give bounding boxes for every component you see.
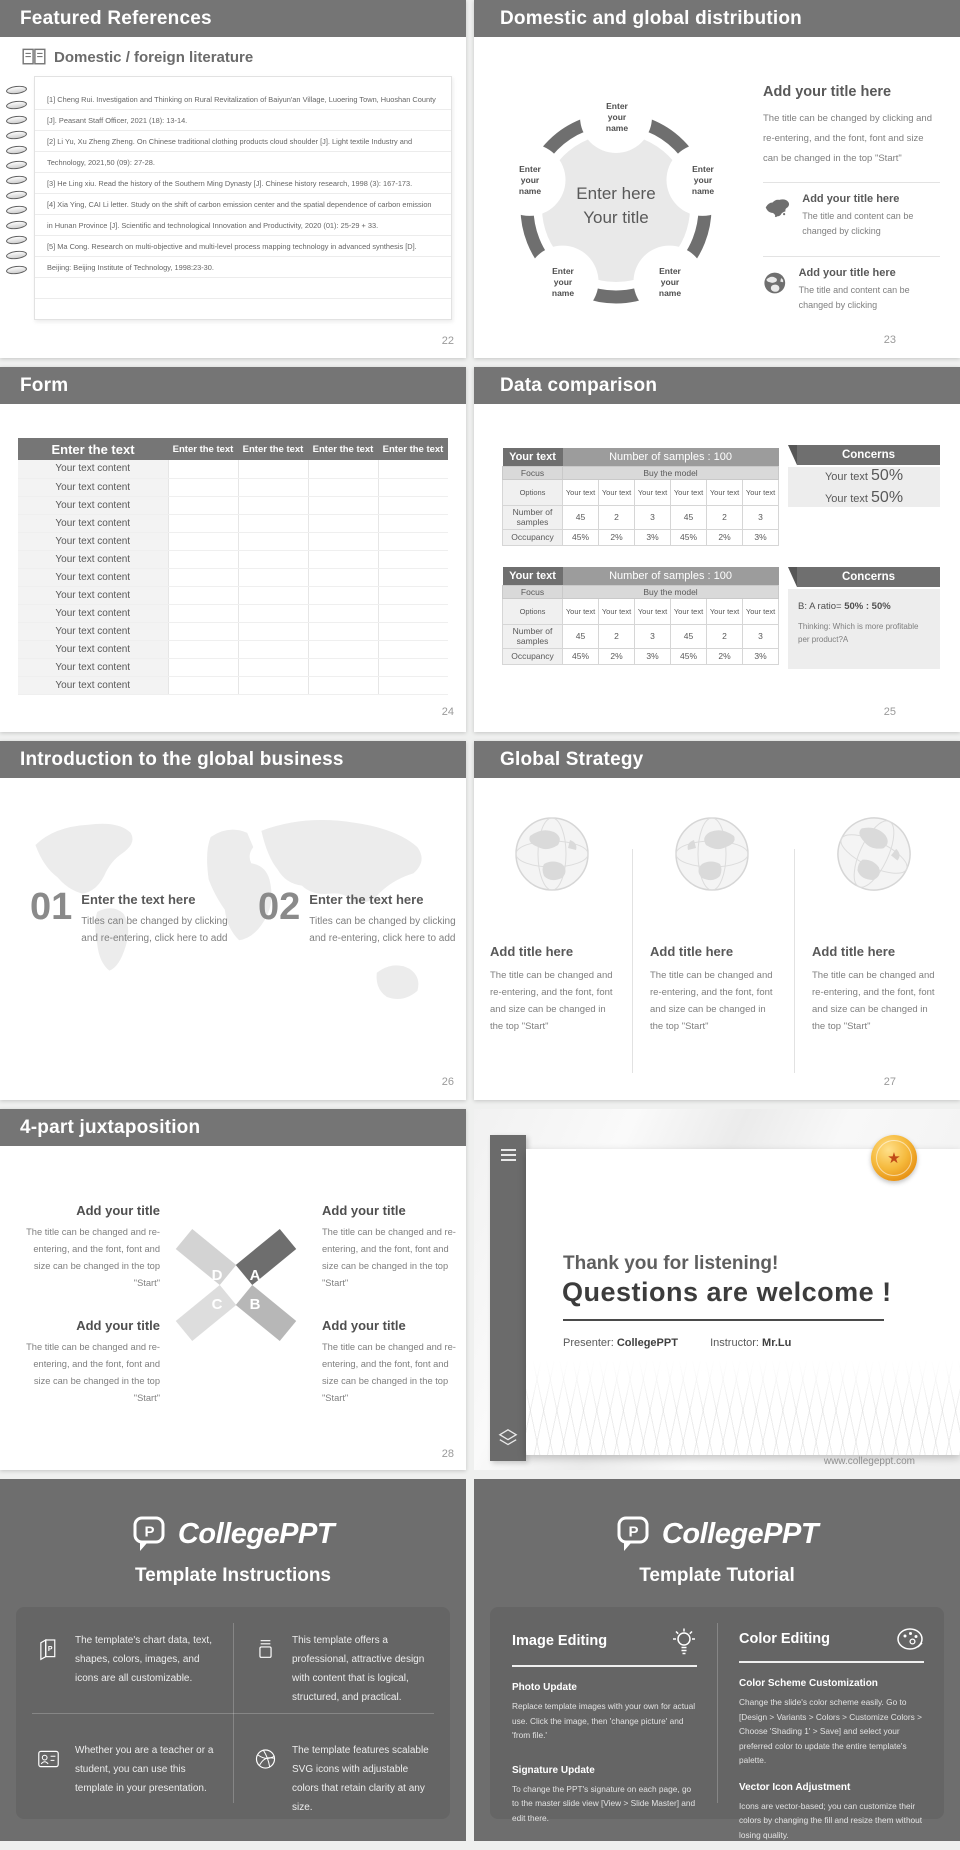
empty-cell [308, 496, 378, 514]
empty-cell [168, 478, 238, 496]
palette-icon [896, 1627, 924, 1651]
empty-cell [168, 532, 238, 550]
empty-cell [308, 586, 378, 604]
empty-cell [168, 568, 238, 586]
item-body: Titles can be changed by clicking and re-entering, click here to add [309, 916, 456, 944]
slide-domestic-global-distribution[interactable] [474, 0, 960, 358]
empty-cell [308, 550, 378, 568]
concern-line: Your text 50% [824, 489, 904, 506]
reference-item: [1] Cheng Rui. Investigation and Thinking on Rural Revitalization of Baiyun'an Village, Luoering Town, Huoshan County [J]. Peasant Staff Officer, 2021 (18): 13-14. [47, 95, 436, 125]
slide-form[interactable] [0, 367, 466, 732]
section-heading: Image Editing [512, 1633, 608, 1649]
brand-name: CollegePPT [661, 1517, 819, 1550]
empty-cell [238, 514, 308, 532]
row-label-cell: Your text content [18, 496, 168, 514]
column-header: Enter the text [238, 438, 308, 460]
comparison-table [502, 567, 779, 665]
list-item [763, 257, 940, 317]
table-row [18, 478, 448, 496]
slide-title-bar [0, 0, 466, 37]
slide-featured-references[interactable] [0, 0, 466, 358]
empty-cell [308, 622, 378, 640]
item-heading: Add your title here [802, 193, 900, 205]
slide-title: Data comparison [500, 374, 658, 396]
block-body: The title can be changed and re-entering, and the font, font and size can be changed in the top "Start" [26, 1342, 160, 1403]
text-block [322, 1203, 466, 1292]
row-label-cell: Your text content [18, 568, 168, 586]
pages-icon [36, 1631, 61, 1667]
panel-template-tutorial [474, 1479, 960, 1841]
page-number: 25 [883, 706, 896, 718]
feature-text: Whether you are a teacher or a student, you can use this template in your presentation. [75, 1745, 214, 1794]
empty-cell [378, 568, 448, 586]
slide-title-bar [474, 367, 960, 404]
page-number: 27 [883, 1076, 896, 1088]
slide-title-bar [474, 741, 960, 778]
empty-cell [168, 586, 238, 604]
table-header-row [503, 448, 779, 466]
empty-cell [378, 622, 448, 640]
table-row [18, 658, 448, 676]
table-row [18, 532, 448, 550]
block-body: The title can be changed and re-entering, and the font, font and size can be changed in the top "Start" [26, 1227, 160, 1288]
svg-text:P: P [628, 1523, 639, 1541]
table-row: Number of samples 45 2 3 45 2 3 [503, 624, 779, 648]
x-ribbon-diagram [166, 1223, 306, 1347]
feature-item [233, 1607, 450, 1717]
instructor-name: Mr.Lu [762, 1337, 792, 1349]
empty-cell [238, 532, 308, 550]
divider [717, 1623, 718, 1803]
table-row [18, 604, 448, 622]
empty-cell [168, 496, 238, 514]
x-letter-c: C [211, 1296, 223, 1313]
row-label-cell: Your text content [18, 658, 168, 676]
block-body: The title can be changed and re-entering, and the font, font and size can be changed in the top "Start" [322, 1342, 456, 1403]
table-row [18, 640, 448, 658]
china-map-icon [763, 193, 790, 223]
column-body: The title can be changed and re-entering, and the font, font and size can be changed in the top "Start" [490, 970, 613, 1032]
block-heading: Add your title [322, 1203, 406, 1218]
svg-text:P: P [144, 1523, 155, 1541]
panel-title: Template Instructions [134, 1565, 331, 1586]
column-body: The title can be changed and re-entering, and the font, font and size can be changed in the top "Start" [812, 970, 935, 1032]
column-heading: Add title here [490, 944, 574, 959]
svg-text:P: P [47, 1646, 53, 1654]
numbered-item [258, 886, 472, 947]
table-row [18, 622, 448, 640]
feature-text: The template's chart data, text, shapes, colors, images, and icons are all customizable. [75, 1635, 212, 1684]
literature-heading: Domestic / foreign literature [54, 48, 254, 66]
column-divider [632, 849, 633, 1073]
empty-cell [308, 478, 378, 496]
table-row: Focus Buy the model [503, 466, 779, 479]
empty-cell [378, 550, 448, 568]
panel-template-instructions [0, 1479, 466, 1841]
book-icon [22, 48, 46, 66]
globe-icon [763, 267, 787, 299]
empty-cell [168, 676, 238, 694]
row-label-cell: Your text content [18, 532, 168, 550]
collegeppt-logo-icon [132, 1515, 168, 1553]
empty-cell [168, 622, 238, 640]
strategy-column [812, 814, 936, 1035]
page-number: 22 [441, 335, 454, 347]
empty-cell [378, 676, 448, 694]
menu-icon [501, 1149, 516, 1161]
closing-sidebar [490, 1135, 526, 1461]
website-link[interactable]: www.collegeppt.com [823, 1456, 915, 1467]
empty-cell [238, 640, 308, 658]
empty-cell [308, 658, 378, 676]
feature-item [16, 1717, 233, 1827]
item-heading: Enter the text here [309, 892, 424, 907]
presenter-line: Presenter: CollegePPT Instructor: Mr.Lu [563, 1337, 792, 1349]
row-label-cell: Your text content [18, 460, 168, 478]
empty-cell [378, 586, 448, 604]
concern-line: Your text 50% [824, 467, 904, 484]
table-row: Occupancy 45% 2% 3% 45% 2% 3% [503, 648, 779, 664]
comparison-table [502, 448, 779, 546]
item-heading: Enter the text here [81, 892, 196, 907]
empty-cell [168, 460, 238, 478]
page-number: 24 [441, 706, 454, 718]
entry-body: Replace template images with your own for actual use. Click the image, then 'change picture' and 'from file.' [512, 1701, 696, 1740]
empty-cell [378, 640, 448, 658]
block-heading: Add your title [76, 1318, 160, 1333]
empty-cell [308, 676, 378, 694]
table-row: Options Your text Your text Your text Your text Your text Your text [503, 479, 779, 505]
id-card-icon [36, 1741, 61, 1777]
numbered-item [30, 886, 244, 947]
item-number: 02 [258, 886, 301, 928]
table-row [18, 514, 448, 532]
empty-cell [168, 550, 238, 568]
brand-name: CollegePPT [177, 1517, 335, 1550]
x-letter-b: B [249, 1296, 261, 1313]
closing-line2: Questions are welcome ! [562, 1277, 892, 1307]
column-header: Enter the text [378, 438, 448, 460]
block-body: The title can be changed and re-entering, and the font, font and size can be changed in the top "Start" [322, 1227, 456, 1288]
feature-text: This template offers a professional, attractive design with content that is logical, structured, and practical. [292, 1635, 425, 1703]
table-row: Options Your text Your text Your text Your text Your text Your text [503, 598, 779, 624]
empty-cell [308, 640, 378, 658]
empty-cell [308, 604, 378, 622]
empty-cell [238, 460, 308, 478]
empty-cell [238, 604, 308, 622]
concerns-callout [788, 445, 940, 507]
table-header-row [503, 567, 779, 585]
entry-body: Change the slide's color scheme easily. Go to [Design > Variants > Colors > Customize Colors > Choose 'Shading 1' > Save] and select your preferred color to update the entire template's palette. [739, 1697, 922, 1765]
layers-icon [498, 1429, 518, 1447]
list-item [763, 183, 940, 243]
reference-item: [5] Ma Cong. Research on multi-objective and multi-level process mapping technology in advanced synthesis [D]. Beijing: Beijing Institute of Technology, 1998:23-30. [47, 242, 417, 272]
spiral-binding [6, 86, 27, 274]
diagram-node-label: Enter your name [605, 101, 629, 133]
table-row [18, 550, 448, 568]
item-body: The title and content can be changed by clicking [798, 285, 910, 310]
note-line: Thinking: Which is more profitable per product?A [798, 622, 919, 644]
slide-title: 4-part juxtaposition [20, 1116, 201, 1138]
empty-cell [238, 568, 308, 586]
slide-title: Featured References [20, 7, 212, 29]
distribution-text-column [763, 84, 940, 317]
empty-cell [238, 658, 308, 676]
empty-cell [378, 496, 448, 514]
table-row: Number of samples 45 2 3 45 2 3 [503, 505, 779, 529]
closing-line1: Thank you for listening! [563, 1253, 779, 1274]
column-body: The title can be changed and re-entering, and the font, font and size can be changed in the top "Start" [650, 970, 773, 1032]
collegeppt-logo-icon [616, 1515, 652, 1553]
empty-cell [238, 478, 308, 496]
section-heading: Color Editing [739, 1631, 831, 1647]
empty-cell [238, 496, 308, 514]
empty-cell [238, 676, 308, 694]
column-heading: Add title here [812, 944, 896, 959]
slide-title-bar [0, 741, 466, 778]
closing-slide-canvas [526, 1149, 960, 1455]
entry-subheading: Signature Update [512, 1764, 595, 1776]
diagram-node-label: Enter your name [518, 164, 542, 196]
table-row: Occupancy 45% 2% 3% 45% 2% 3% [503, 529, 779, 545]
row-label-cell: Your text content [18, 676, 168, 694]
x-letter-a: A [249, 1267, 261, 1284]
row-label-cell: Your text content [18, 514, 168, 532]
diagram-node-label: Enter your name [551, 266, 575, 298]
concerns-title: Concerns [797, 445, 940, 465]
slide-title: Domestic and global distribution [500, 7, 802, 29]
section-underline [739, 1661, 924, 1663]
row-label-cell: Your text content [18, 586, 168, 604]
empty-cell [238, 622, 308, 640]
column-divider [794, 849, 795, 1073]
empty-cell [378, 532, 448, 550]
slide-juxtaposition[interactable] [0, 1109, 466, 1470]
tutorial-box [490, 1607, 944, 1840]
empty-cell [378, 478, 448, 496]
section-body: The title can be changed by clicking and re-entering, and the font, font and size can be changed in the top "Start" [763, 113, 932, 164]
page-number: 23 [883, 334, 896, 346]
empty-cell [308, 460, 378, 478]
column-header: Enter the text [168, 438, 238, 460]
collegeppt-logo [0, 1479, 466, 1553]
table-row: Focus Buy the model [503, 585, 779, 598]
page-number: 26 [441, 1076, 454, 1088]
collegeppt-logo [474, 1479, 960, 1553]
empty-cell [378, 604, 448, 622]
entry-body: Icons are vector-based; you can customize their colors by changing the fill and resize them without losing quality. [739, 1800, 923, 1840]
feature-text: The template features scalable SVG icons with adjustable colors that retain clarity at any size. [292, 1745, 429, 1813]
entry-subheading: Color Scheme Customization [739, 1678, 878, 1689]
bulb-icon [671, 1627, 697, 1655]
entry-body: To change the PPT's signature on each page, go to the master slide view [View > Slide Master] and edit there. [512, 1783, 696, 1823]
literature-paper [34, 76, 452, 320]
dribbble-icon [253, 1741, 278, 1777]
text-block [16, 1318, 160, 1407]
item-number: 01 [30, 886, 73, 928]
globe-icon [672, 814, 752, 894]
underline-rule [563, 1319, 884, 1321]
empty-cell [168, 640, 238, 658]
empty-cell [378, 658, 448, 676]
section-underline [512, 1665, 697, 1667]
tutorial-section [490, 1607, 717, 1842]
column-heading: Add title here [650, 944, 734, 959]
table-row [18, 676, 448, 694]
item-heading: Add your title here [798, 267, 896, 279]
strategy-column [490, 814, 614, 1035]
table-row [18, 586, 448, 604]
row-label-cell: Your text content [18, 550, 168, 568]
entry-subheading: Photo Update [512, 1682, 577, 1693]
slide-title: Form [20, 374, 69, 396]
text-block [322, 1318, 466, 1407]
slide-closing[interactable] [474, 1109, 960, 1470]
empty-cell [238, 550, 308, 568]
diagram-center-label: Enter here Your title [576, 184, 656, 227]
globe-icon [512, 814, 592, 894]
empty-cell [308, 514, 378, 532]
form-table [18, 438, 448, 695]
diagram-node-label: Enter your name [691, 164, 715, 196]
wireframe-mesh [526, 1360, 960, 1455]
reference-item: [3] He Ling xiu. Read the history of the Southern Ming Dynasty [J]. Chinese history research, 1998 (3): 167-173. [47, 179, 413, 188]
row-label-cell: Your text content [18, 622, 168, 640]
empty-cell [308, 532, 378, 550]
gold-medal-icon: ★ [871, 1135, 917, 1181]
table-row [18, 568, 448, 586]
slide-title: Global Strategy [500, 748, 644, 770]
reference-item: [4] Xia Ying, CAI Li letter. Study on the shift of carbon emission center and the spatial dependence of carbon emission in Hunan Province [J]. Scientific and technological Innovation and Productivity, 2020 (01): 25-29 + 33. [47, 200, 432, 230]
corner-cell: Your text [503, 448, 563, 466]
panel-title: Template Tutorial [639, 1565, 795, 1586]
archive-icon [253, 1631, 278, 1667]
table-header-row [18, 438, 448, 460]
slide-title-bar [0, 367, 466, 404]
header-cell: Number of samples : 100 [563, 448, 779, 466]
feature-item [16, 1607, 233, 1717]
section-heading: Add your title here [763, 84, 892, 100]
column-header: Enter the text [308, 438, 378, 460]
empty-cell [378, 514, 448, 532]
concerns-title: Concerns [797, 567, 940, 587]
item-body: The title and content can be changed by clicking [802, 211, 914, 236]
item-body: Titles can be changed by clicking and re-entering, click here to add [81, 916, 228, 944]
empty-cell [308, 568, 378, 586]
text-block [16, 1203, 160, 1292]
slide-global-business[interactable] [0, 741, 466, 1100]
x-letter-d: D [211, 1267, 223, 1284]
slide-title-bar [0, 1109, 466, 1146]
empty-cell [168, 604, 238, 622]
page-number: 28 [441, 1448, 454, 1460]
row-label-cell: Your text content [18, 604, 168, 622]
column-header: Enter the text [18, 438, 168, 460]
block-heading: Add your title [322, 1318, 406, 1333]
concerns-callout [788, 567, 940, 669]
empty-cell [378, 460, 448, 478]
table-row [18, 460, 448, 478]
slide-global-strategy[interactable] [474, 741, 960, 1100]
header-cell: Number of samples : 100 [563, 567, 779, 585]
empty-cell [168, 658, 238, 676]
strategy-column [650, 814, 774, 1035]
row-label-cell: Your text content [18, 640, 168, 658]
row-label-cell: Your text content [18, 478, 168, 496]
diagram-node-label: Enter your name [658, 266, 682, 298]
entry-subheading: Vector Icon Adjustment [739, 1781, 851, 1793]
literature-heading-row [22, 48, 253, 66]
corner-cell: Your text [503, 567, 563, 585]
table-row [18, 496, 448, 514]
empty-cell [168, 514, 238, 532]
empty-cell [238, 586, 308, 604]
divider [32, 1713, 434, 1714]
reference-item: [2] Li Yu, Xu Zheng Zheng. On Chinese traditional clothing products cloud shoulder [J]. Light textile Industry and Technology, 2021,50 (09): 27-28. [47, 137, 413, 167]
tutorial-section [717, 1607, 944, 1842]
ratio-line: B: A ratio= 50% : 50% [798, 601, 891, 612]
features-box [16, 1607, 450, 1819]
feature-item [233, 1717, 450, 1827]
slide-data-comparison[interactable] [474, 367, 960, 732]
presenter-name: CollegePPT [616, 1337, 678, 1349]
block-heading: Add your title [76, 1203, 160, 1218]
slide-title: Introduction to the global business [20, 748, 344, 770]
globe-icon [821, 801, 927, 907]
